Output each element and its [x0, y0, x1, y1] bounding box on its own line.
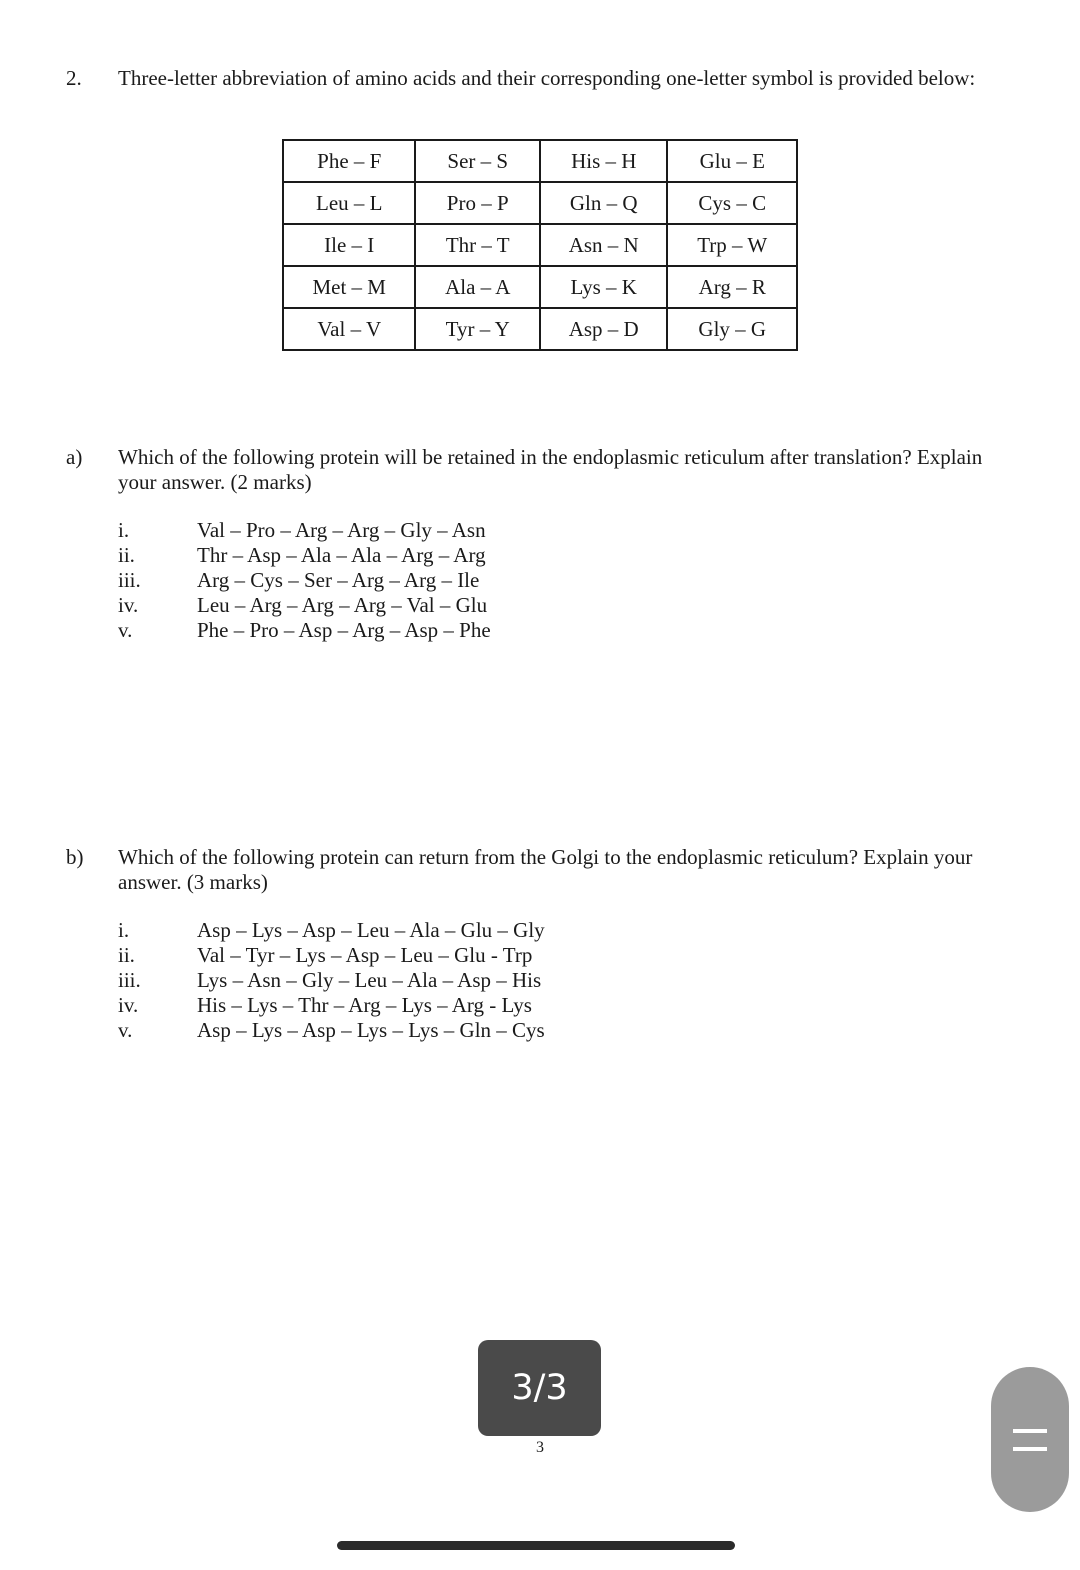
table-cell: Trp – W [667, 224, 797, 266]
list-item [118, 943, 545, 968]
table-cell: Cys – C [667, 182, 797, 224]
option-number: v. [118, 618, 133, 642]
list-item [118, 1018, 545, 1043]
table-cell: Asn – N [540, 224, 668, 266]
question-intro: Three-letter abbreviation of amino acids and their corresponding one-letter symbol is provided below: [118, 66, 976, 90]
grip-lines-icon [1013, 1429, 1047, 1451]
table-row [283, 266, 797, 308]
table-cell: Ala – A [415, 266, 540, 308]
list-item [118, 993, 545, 1018]
part-a-label: a) [66, 445, 83, 469]
option-sequence: Val – Tyr – Lys – Asp – Leu – Glu - Trp [197, 943, 533, 967]
part-b-question-line2: answer. (3 marks) [118, 870, 268, 894]
option-sequence: Asp – Lys – Asp – Lys – Lys – Gln – Cys [197, 1018, 545, 1042]
table-row [283, 182, 797, 224]
table-row [283, 308, 797, 350]
option-number: iii. [118, 568, 141, 592]
table-cell: Ile – I [283, 224, 415, 266]
part-b-label: b) [66, 845, 84, 869]
table-cell: His – H [540, 140, 668, 182]
list-item [118, 518, 491, 543]
table-row [283, 140, 797, 182]
table-cell: Tyr – Y [415, 308, 540, 350]
option-sequence: Lys – Asn – Gly – Leu – Ala – Asp – His [197, 968, 542, 992]
page-indicator: 3/3 [478, 1340, 601, 1436]
option-number: iv. [118, 993, 139, 1017]
part-b-options [118, 918, 545, 1043]
option-number: iii. [118, 968, 141, 992]
part-a-question [118, 445, 982, 495]
option-number: i. [118, 918, 130, 942]
list-item [118, 918, 545, 943]
table-cell: Lys – K [540, 266, 668, 308]
table-cell: Phe – F [283, 140, 415, 182]
table-cell: Met – M [283, 266, 415, 308]
table-cell: Ser – S [415, 140, 540, 182]
list-item [118, 543, 491, 568]
option-sequence: Asp – Lys – Asp – Leu – Ala – Glu – Gly [197, 918, 545, 942]
scroll-handle[interactable] [991, 1367, 1069, 1512]
part-b-question [118, 845, 972, 895]
option-number: iv. [118, 593, 139, 617]
option-sequence: Val – Pro – Arg – Arg – Gly – Asn [197, 518, 486, 542]
option-sequence: Thr – Asp – Ala – Ala – Arg – Arg [197, 543, 486, 567]
list-item [118, 593, 491, 618]
part-b-question-line1: Which of the following protein can return from the Golgi to the endoplasmic reticulum? Explain your [118, 845, 973, 869]
list-item [118, 618, 491, 643]
list-item [118, 568, 491, 593]
option-number: ii. [118, 943, 135, 967]
table-cell: Thr – T [415, 224, 540, 266]
table-cell: Glu – E [667, 140, 797, 182]
part-a-options [118, 518, 491, 643]
option-number: i. [118, 518, 130, 542]
table-cell: Val – V [283, 308, 415, 350]
question-number: 2. [66, 66, 82, 90]
option-number: v. [118, 1018, 133, 1042]
option-sequence: Phe – Pro – Asp – Arg – Asp – Phe [197, 618, 491, 642]
table-cell: Gly – G [667, 308, 797, 350]
table-row [283, 224, 797, 266]
list-item [118, 968, 545, 993]
option-sequence: Leu – Arg – Arg – Arg – Val – Glu [197, 593, 488, 617]
table-cell: Pro – P [415, 182, 540, 224]
table-cell: Leu – L [283, 182, 415, 224]
part-a-question-line1: Which of the following protein will be retained in the endoplasmic reticulum after translation? Explain [118, 445, 983, 469]
home-indicator[interactable] [337, 1541, 735, 1550]
table-cell: Gln – Q [540, 182, 668, 224]
page-footer-number: 3 [536, 1439, 544, 1456]
part-a-question-line2: your answer. (2 marks) [118, 470, 312, 494]
table-cell: Arg – R [667, 266, 797, 308]
amino-acid-table [282, 139, 798, 351]
option-sequence: Arg – Cys – Ser – Arg – Arg – Ile [197, 568, 480, 592]
option-sequence: His – Lys – Thr – Arg – Lys – Arg - Lys [197, 993, 532, 1017]
option-number: ii. [118, 543, 135, 567]
table-cell: Asp – D [540, 308, 668, 350]
